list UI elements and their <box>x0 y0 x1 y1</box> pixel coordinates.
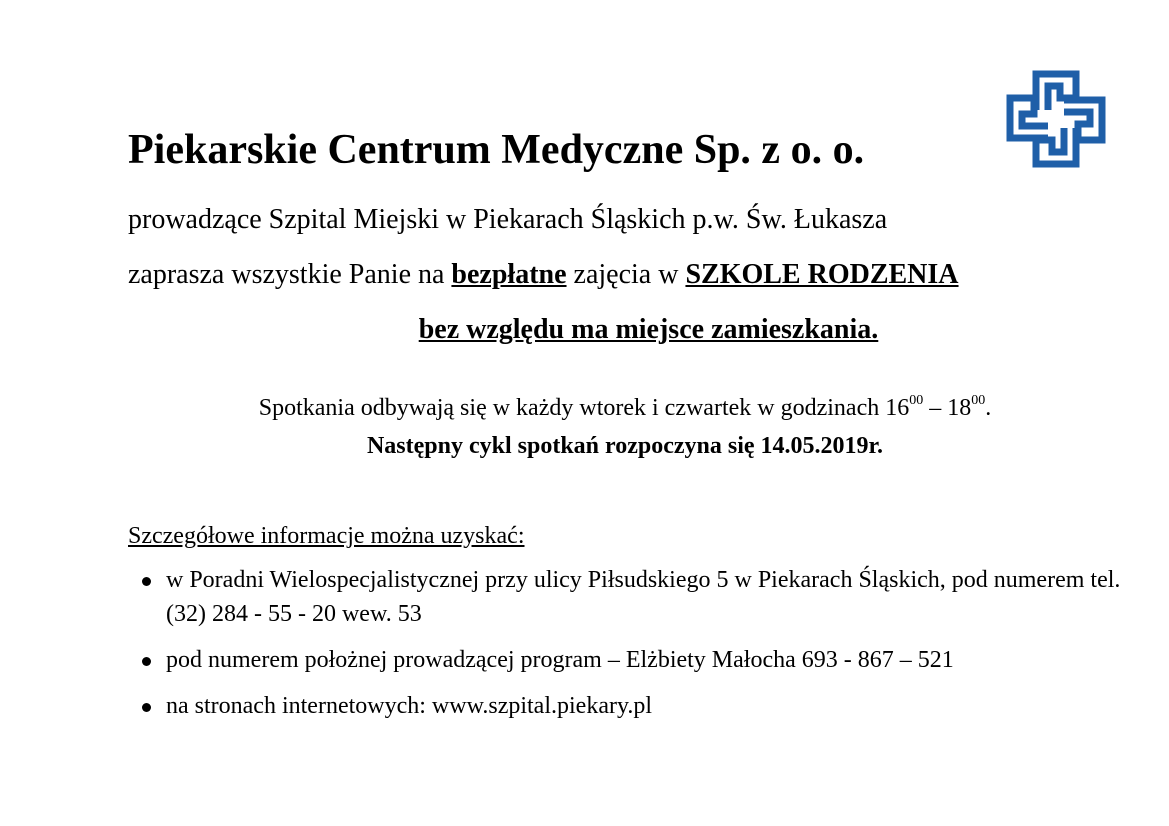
list-item-text: w Poradni Wielospecjalistycznej przy ulicy Piłsudskiego 5 w Piekarach Śląskich, pod numerem tel. (32) 284 - 55 - 20 wew. 53 <box>166 567 1121 627</box>
residence-note: bez względu ma miejsce zamieszkania. <box>418 314 879 345</box>
end-minutes: 00 <box>971 393 986 408</box>
list-item <box>128 563 1138 631</box>
list-item <box>128 643 1138 677</box>
bullet-icon <box>142 657 151 666</box>
list-item <box>128 689 1138 723</box>
schedule-period: . <box>985 395 992 421</box>
school-name-emphasis: SZKOLE RODZENIA <box>685 259 959 290</box>
intro-line-hospital: prowadzące Szpital Miejski w Piekarach Śląskich p.w. Św. Łukasza <box>128 204 888 235</box>
intro-line-invitation <box>128 258 959 292</box>
hospital-cross-logo-icon <box>1006 70 1106 168</box>
free-emphasis: bezpłatne <box>451 259 567 290</box>
meeting-schedule <box>0 393 1169 423</box>
contact-list <box>128 563 1138 735</box>
list-item-text: na stronach internetowych: www.szpital.piekary.pl <box>166 693 653 719</box>
invitation-text-start: zaprasza wszystkie Panie na <box>128 259 452 290</box>
start-hour: 16 <box>885 395 910 421</box>
end-hour: 18 <box>947 395 972 421</box>
start-minutes: 00 <box>909 393 924 408</box>
list-item-text: pod numerem położnej prowadzącej program – Elżbiety Małocha 693 - 867 – 521 <box>166 647 954 673</box>
time-dash: – <box>923 395 948 421</box>
page-title: Piekarskie Centrum Medyczne Sp. z o. o. <box>128 127 865 173</box>
bullet-icon <box>142 703 151 712</box>
info-heading: Szczegółowe informacje można uzyskać: <box>128 523 525 549</box>
invitation-text-middle: zajęcia w <box>566 259 686 290</box>
meeting-schedule-text: Spotkania odbywają się w każdy wtorek i czwartek w godzinach <box>258 395 886 421</box>
next-cycle-announcement: Następny cykl spotkań rozpoczyna się 14.05.2019r. <box>366 433 884 459</box>
bullet-icon <box>142 577 151 586</box>
